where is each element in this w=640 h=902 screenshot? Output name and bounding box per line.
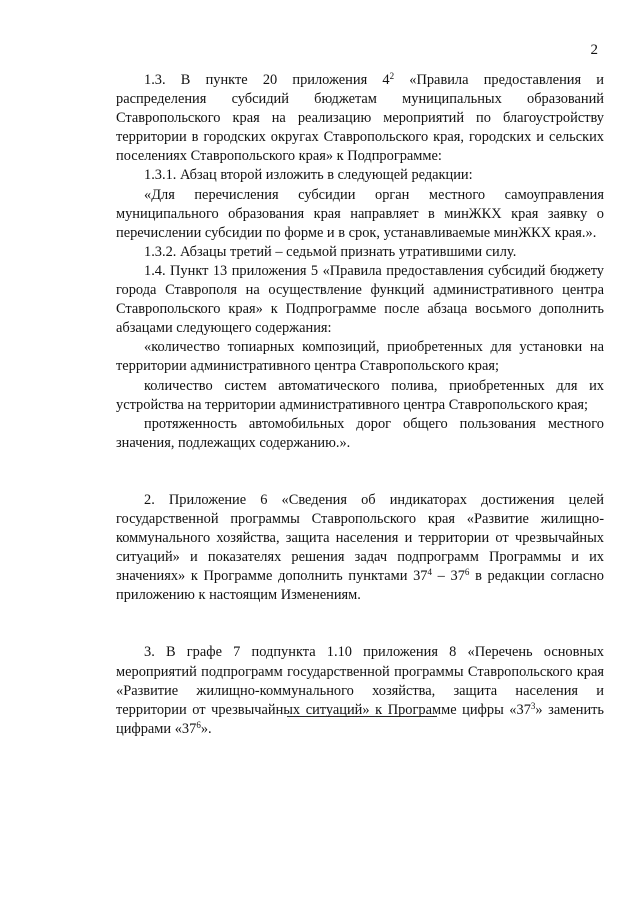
- paragraph-p7: [116, 377, 604, 415]
- superscript: 6: [464, 567, 470, 578]
- superscript: 4: [427, 567, 432, 578]
- paragraph-p1: [116, 71, 604, 166]
- paragraph-text: 1.3. В пункте 20 приложения 4: [144, 72, 390, 88]
- paragraph-text: 1.4. Пункт 13 приложения 5 «Правила предоставления субсидий бюджету города Ставрополя на осуществление функций административного центра Ставропольского края» к Подпрограмме после абзаца восьмого дополнить абзацами следующего содержания:: [116, 262, 604, 337]
- paragraph-text: 1.3.1. Абзац второй изложить в следующей редакции:: [144, 167, 473, 184]
- paragraph-p10: [116, 643, 604, 738]
- paragraph-text: количество систем автоматического полива, приобретенных для их устройства на территории административного центра Ставропольского края;: [116, 377, 604, 413]
- paragraph-text: «Для перечисления субсидии орган местного самоуправления муниципального образования края направляет в минЖКХ края заявку о перечислении субсидии по форме и в срок, устанавливаемые минЖКХ края.».: [116, 186, 604, 241]
- superscript: 3: [530, 700, 536, 711]
- paragraph-p5: [116, 262, 604, 338]
- page-number: 2: [590, 42, 598, 58]
- paragraph-p3: [116, 186, 604, 243]
- paragraph-text: «количество топиарных композиций, приобретенных для установки на территории административного центра Ставропольского края;: [116, 339, 604, 375]
- paragraph-text: – 37: [432, 568, 465, 585]
- end-of-text-rule: [287, 716, 437, 717]
- paragraph-text: протяженность автомобильных дорог общего пользования местного значения, подлежащих содержанию.».: [116, 415, 604, 451]
- paragraph-p6: [116, 338, 604, 376]
- paragraph-text: 1.3.2. Абзацы третий – седьмой признать утратившими силу.: [144, 243, 517, 260]
- superscript: 6: [196, 719, 201, 730]
- paragraph-p2: [116, 166, 604, 185]
- paragraph-text: » заменить цифрами «37: [116, 701, 604, 737]
- superscript: 2: [389, 71, 395, 81]
- paragraph-text: 3. В графе 7 подпункта 1.10 приложения 8 «Перечень основных мероприятий подпрограмм государственной программы Ставропольского края «Развитие жилищно-коммунального хозяйства, защита населения и территории от чрезвычайных ситуаций» к Программе цифры «37: [116, 644, 604, 718]
- paragraph-text: в редакции согласно приложению к настоящим Изменениям.: [116, 568, 604, 604]
- paragraph-p8: [116, 415, 604, 453]
- paragraph-p4: [116, 243, 604, 262]
- paragraph-text: «Правила предоставления и распределения субсидий бюджетам муниципальных образований Ставропольского края на реализацию мероприятий по благоустройству территории в городских округах Ставропольского края, городских и сельских поселениях Ставропольского края» к Подпрограмме:: [116, 72, 604, 165]
- paragraph-text: ».: [200, 720, 212, 737]
- document-body: [116, 71, 604, 739]
- paragraph-text: 2. Приложение 6 «Сведения об индикаторах достижения целей государственной программы Ставропольского края «Развитие жилищно-коммунального хозяйства, защита населения и территории от чрезвычайных ситуаций» и показателях решения задач подпрограмм Программы и их значениях» к Программе дополнить пунктами 37: [116, 491, 604, 585]
- paragraph-p9: [116, 491, 604, 606]
